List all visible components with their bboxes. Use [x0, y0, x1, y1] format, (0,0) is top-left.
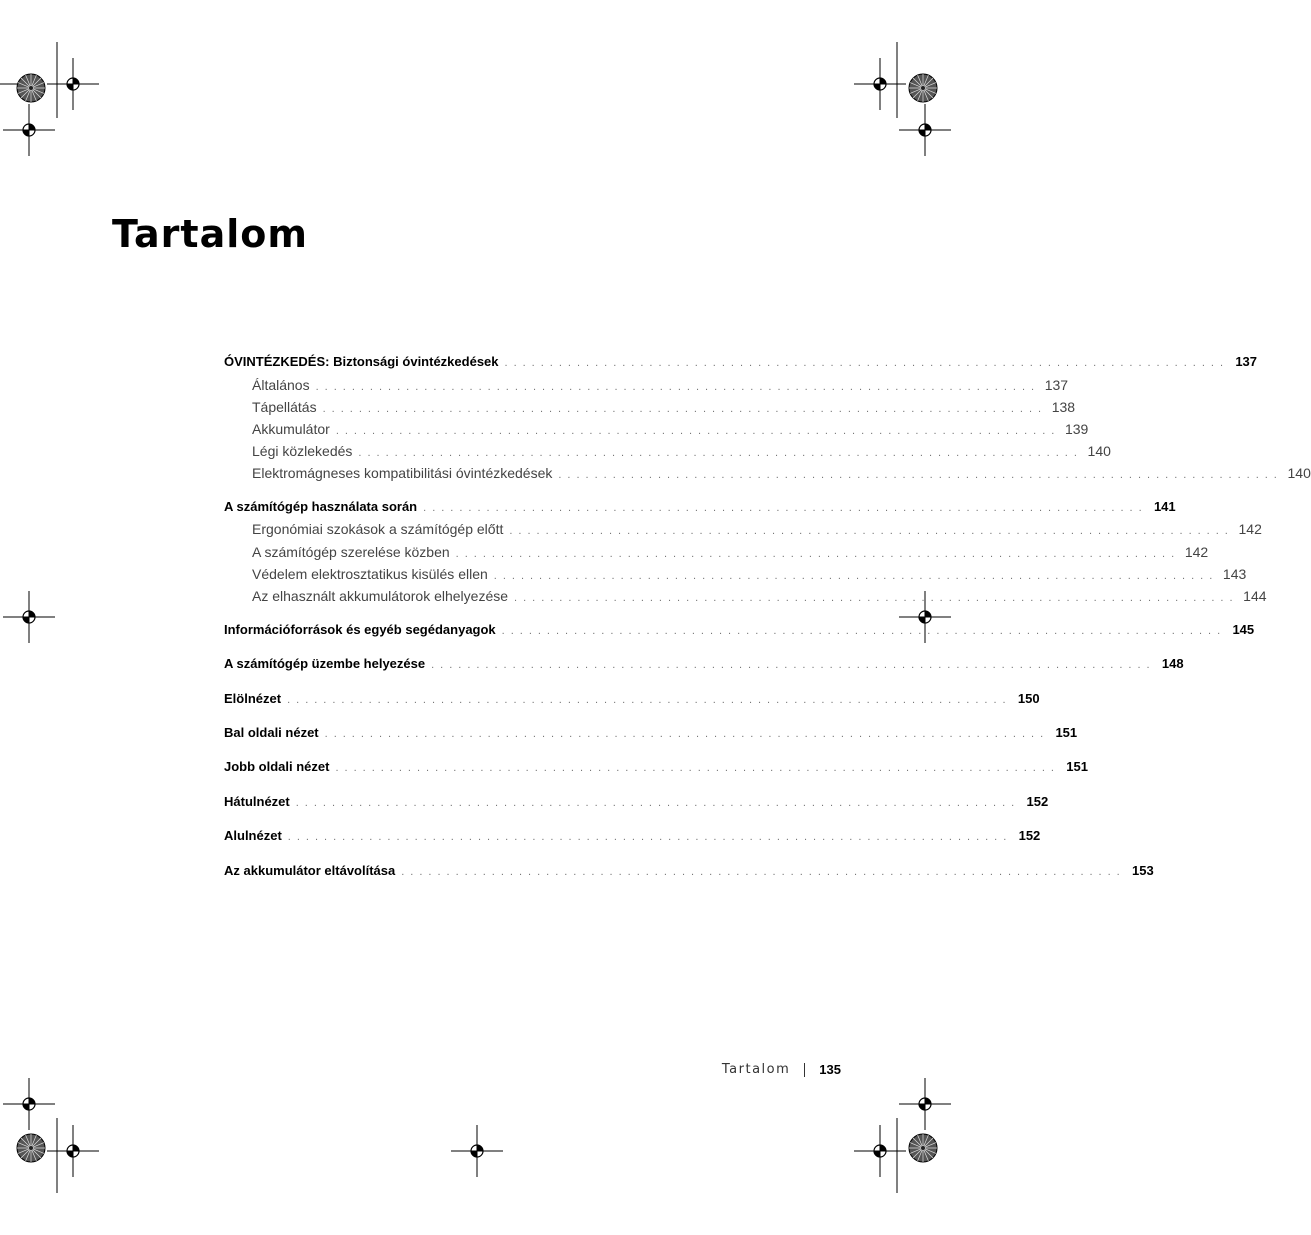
crosshair-mark — [3, 104, 55, 156]
toc-entry-page-number: 139 — [1064, 420, 1089, 437]
toc-entry-title: Bal oldali nézet — [224, 724, 319, 740]
toc-entry-page-number: 140 — [1287, 464, 1311, 481]
dot-leader: ................................................................................ — [335, 424, 1061, 437]
toc-entry-title: Az elhasznált akkumulátorok elhelyezése — [252, 587, 509, 604]
dot-leader: ................................................................................ — [423, 501, 1148, 514]
toc-entry-title: Alulnézet — [224, 828, 282, 844]
crosshair-mark — [899, 1078, 951, 1130]
dot-leader: ................................................................................ — [315, 380, 1041, 393]
toc-entry-page-number: 148 — [1161, 656, 1184, 672]
toc-entry-title: Védelem elektrosztatikus kisülés ellen — [252, 565, 488, 582]
toc-entry-title: Ergonómiai szokások a számítógép előtt — [252, 521, 504, 538]
toc-entry-page-number: 143 — [1222, 565, 1247, 582]
toc-entry-title: Jobb oldali nézet — [224, 759, 330, 775]
toc-entry-page-number: 142 — [1184, 543, 1209, 560]
toc-entry-title: A számítógép szerelése közben — [252, 543, 450, 560]
toc-entry-title: Tápellátás — [252, 398, 317, 415]
toc-entry[interactable] — [224, 793, 1049, 816]
toc-subentry[interactable] — [252, 565, 1247, 588]
page-number: 135 — [819, 1062, 841, 1077]
footer-separator — [804, 1063, 805, 1077]
toc-entry-page-number: 142 — [1238, 521, 1262, 538]
crosshair-mark — [3, 591, 55, 643]
dot-leader: ................................................................................ — [295, 796, 1021, 809]
page-footer — [722, 1062, 841, 1077]
toc-entry-page-number: 153 — [1132, 862, 1154, 878]
crosshair-mark — [47, 58, 99, 110]
toc-entry-title: Légi közlekedés — [252, 442, 353, 459]
footer-section-name: Tartalom — [721, 1062, 791, 1077]
dot-leader: ................................................................................ — [324, 727, 1050, 740]
toc-entry[interactable] — [224, 828, 1041, 850]
toc-entry-page-number: 151 — [1055, 724, 1078, 740]
dot-leader: ................................................................................ — [501, 624, 1227, 637]
toc-entry-title: Általános — [252, 376, 310, 393]
dot-leader: ................................................................................ — [431, 659, 1156, 672]
toc-entry[interactable] — [224, 656, 1184, 678]
toc-entry[interactable] — [224, 621, 1255, 644]
toc-entry-page-number: 140 — [1087, 442, 1111, 459]
crosshair-mark — [854, 1125, 906, 1177]
dot-leader: ................................................................................ — [493, 569, 1219, 582]
toc-subentry[interactable] — [252, 398, 1076, 421]
toc-entry-title: A számítógép üzembe helyezése — [224, 656, 426, 672]
toc-entry-title: Hátulnézet — [224, 793, 290, 809]
toc-subentry[interactable] — [252, 587, 1267, 610]
toc-entry-page-number: 152 — [1026, 793, 1049, 809]
toc-entry-page-number: 137 — [1235, 354, 1258, 369]
dot-leader: ................................................................................ — [504, 357, 1230, 369]
toc-subentry[interactable] — [252, 442, 1111, 465]
dot-leader: ................................................................................ — [558, 468, 1283, 481]
toc-entry-page-number: 137 — [1044, 376, 1069, 393]
crosshair-mark — [451, 1125, 503, 1177]
starburst-mark-bottom-right — [909, 1134, 937, 1162]
page-title: Tartalom — [112, 212, 308, 256]
toc-entry[interactable] — [224, 690, 1040, 713]
starburst-mark-top-left — [17, 74, 45, 102]
dot-leader: ................................................................................ — [401, 865, 1126, 878]
toc-entry-title: Akkumulátor — [252, 420, 330, 437]
toc-entry[interactable] — [224, 724, 1078, 747]
toc-entry-title: Elölnézet — [224, 690, 282, 706]
dot-leader: ................................................................................ — [322, 402, 1048, 415]
toc-entry-page-number: 151 — [1066, 759, 1088, 775]
toc-entry[interactable] — [224, 759, 1088, 781]
toc-entry[interactable] — [224, 498, 1176, 521]
toc-subentry[interactable] — [252, 420, 1089, 443]
toc-entry-title: Az akkumulátor eltávolítása — [224, 862, 396, 878]
toc-subentry[interactable] — [252, 376, 1069, 399]
toc-entry[interactable] — [224, 354, 1258, 376]
toc-subentry[interactable] — [252, 464, 1311, 487]
crosshair-mark — [854, 58, 906, 110]
starburst-mark-top-right — [909, 74, 937, 102]
dot-leader: ................................................................................ — [287, 693, 1012, 706]
toc-entry-title: Információforrások és egyéb segédanyagok — [224, 621, 496, 637]
toc-subentry[interactable] — [252, 543, 1209, 566]
dot-leader: ................................................................................ — [335, 762, 1060, 775]
crosshair-mark — [47, 1125, 99, 1177]
dot-leader: ................................................................................ — [455, 547, 1181, 560]
dot-leader: ................................................................................ — [509, 525, 1234, 538]
dot-leader: ................................................................................ — [287, 831, 1013, 844]
toc-subentry[interactable] — [252, 521, 1262, 543]
toc-entry-title: A számítógép használata során — [224, 498, 418, 514]
toc-entry-page-number: 138 — [1051, 398, 1076, 415]
toc-entry-page-number: 145 — [1232, 621, 1255, 637]
starburst-mark-bottom-left — [17, 1134, 45, 1162]
toc-entry-page-number: 144 — [1243, 587, 1267, 604]
toc-entry-title: Elektromágneses kompatibilitási óvintézkedések — [252, 464, 553, 481]
crosshair-mark — [3, 1078, 55, 1130]
dot-leader: ................................................................................ — [358, 446, 1083, 459]
toc-entry-page-number: 141 — [1153, 498, 1176, 514]
crosshair-mark — [899, 104, 951, 156]
toc-entry-page-number: 150 — [1017, 690, 1040, 706]
dot-leader: ................................................................................ — [514, 591, 1239, 604]
toc-entry-page-number: 152 — [1018, 828, 1041, 844]
toc-entry-title: ÓVINTÉZKEDÉS: Biztonsági óvintézkedések — [224, 354, 499, 369]
toc-entry[interactable] — [224, 862, 1154, 885]
